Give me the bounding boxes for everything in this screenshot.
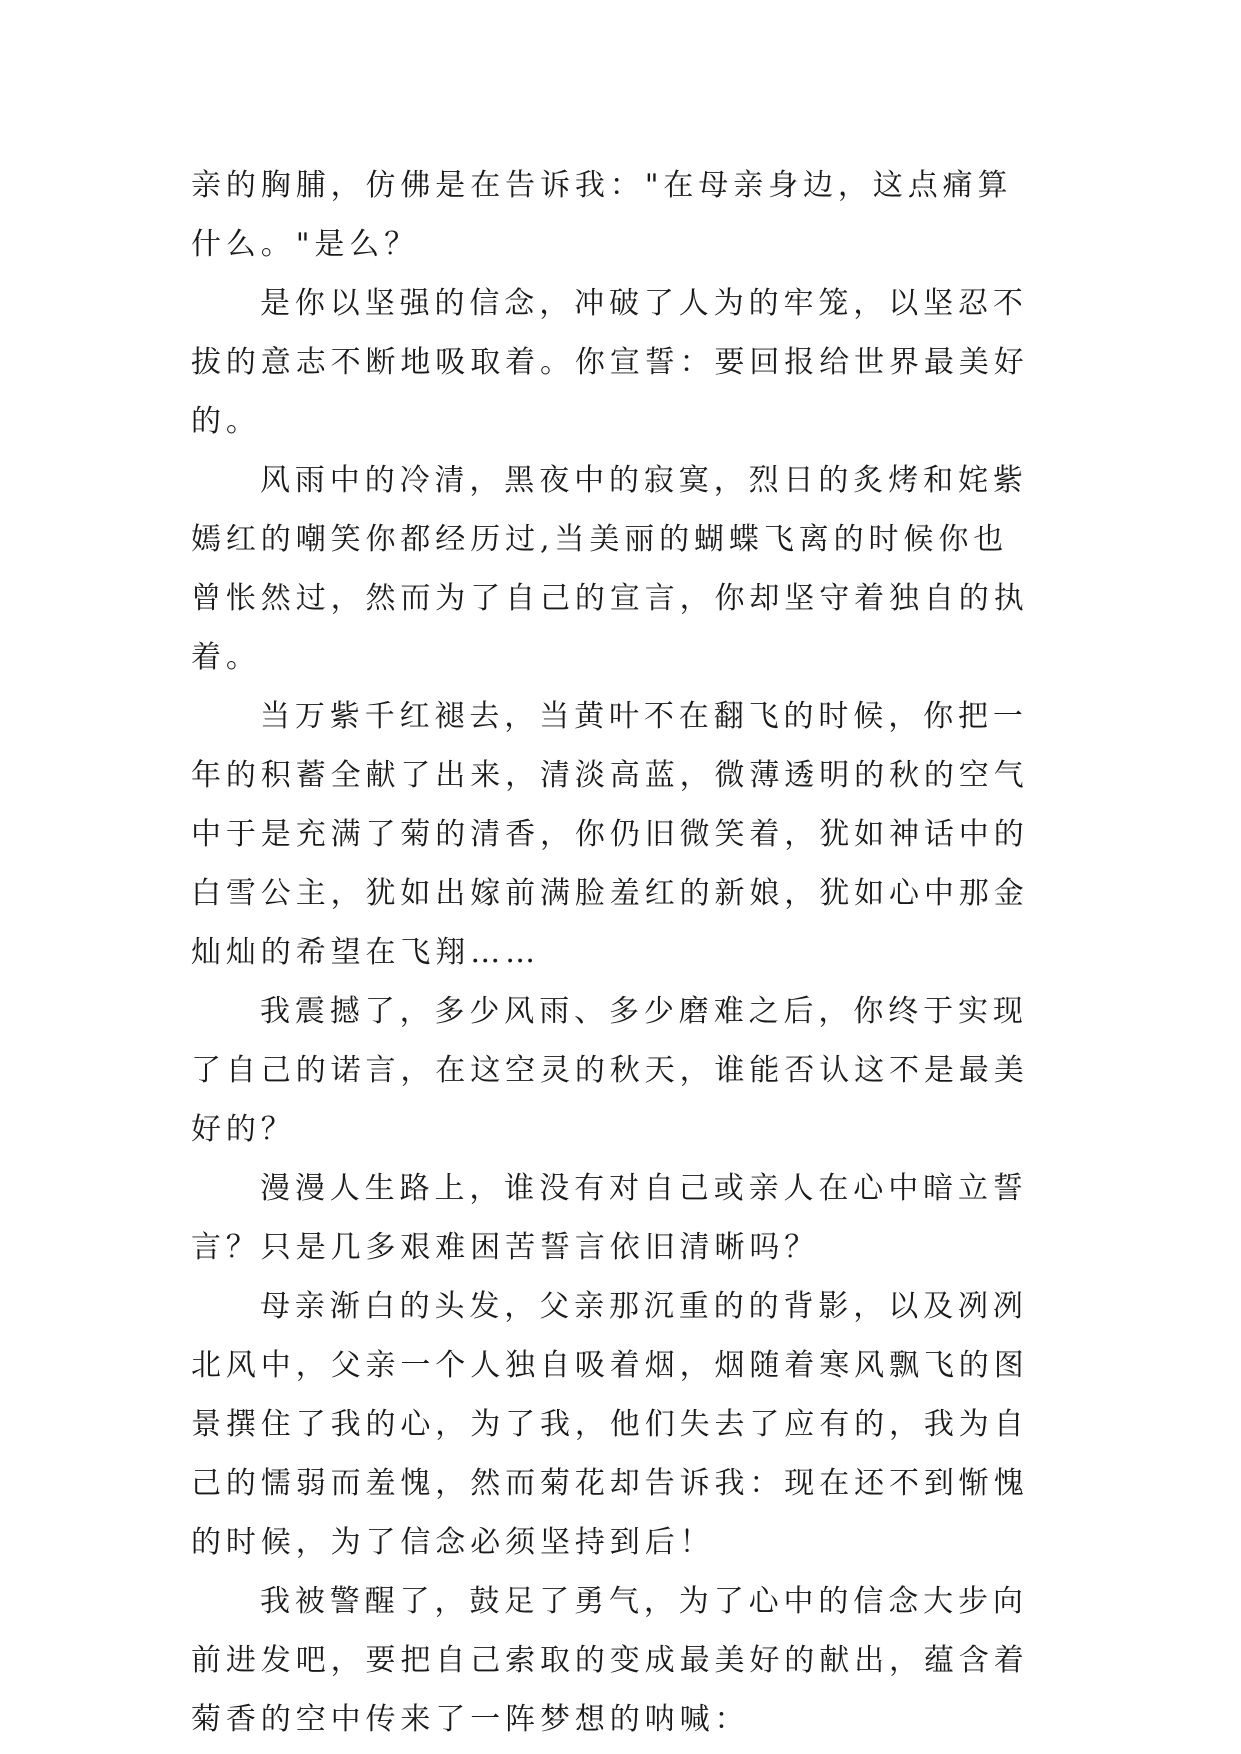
- paragraph: 我被警醒了，鼓足了勇气，为了心中的信念大步向前进发吧，要把自己索取的变成最美好的献出，蕴含着菊香的空中传来了一阵梦想的呐喊：: [191, 1584, 1029, 1737]
- paragraph: 当万紫千红褪去，当黄叶不在翻飞的时候，你把一年的积蓄全献了出来，清淡高蓝，微薄透明的秋的空气中于是充满了菊的清香，你仍旧微笑着，犹如神话中的白雪公主，犹如出嫁前满脸羞红的新娘，犹如心中那金灿灿的希望在飞翔……: [191, 699, 1029, 970]
- paragraph: 亲的胸脯，仿佛是在告诉我："在母亲身边，这点痛算什么。"是么？: [191, 168, 1013, 262]
- paragraph: 我震撼了，多少风雨、多少磨难之后，你终于实现了自己的诺言，在这空灵的秋天，谁能否认这不是最美好的？: [191, 994, 1029, 1147]
- paragraph: 风雨中的冷清，黑夜中的寂寞，烈日的炙烤和姹紫嫣红的嘲笑你都经历过,当美丽的蝴蝶飞离的时候你也曾怅然过，然而为了自己的宣言，你却坚守着独自的执着。: [191, 463, 1029, 675]
- body-text: [191, 156, 1041, 1749]
- paragraph: 漫漫人生路上，谁没有对自己或亲人在心中暗立誓言？只是几多艰难困苦誓言依旧清晰吗？: [191, 1171, 1028, 1265]
- paragraph: 是你以坚强的信念，冲破了人为的牢笼，以坚忍不拔的意志不断地吸取着。你宣誓：要回报给世界最美好的。: [191, 286, 1029, 439]
- paragraph: 母亲渐白的头发，父亲那沉重的的背影，以及冽冽北风中，父亲一个人独自吸着烟，烟随着寒风飘飞的图景撰住了我的心，为了我，他们失去了应有的，我为自己的懦弱而羞愧，然而菊花却告诉我：现在还不到惭愧的时候，为了信念必须坚持到后！: [191, 1289, 1029, 1560]
